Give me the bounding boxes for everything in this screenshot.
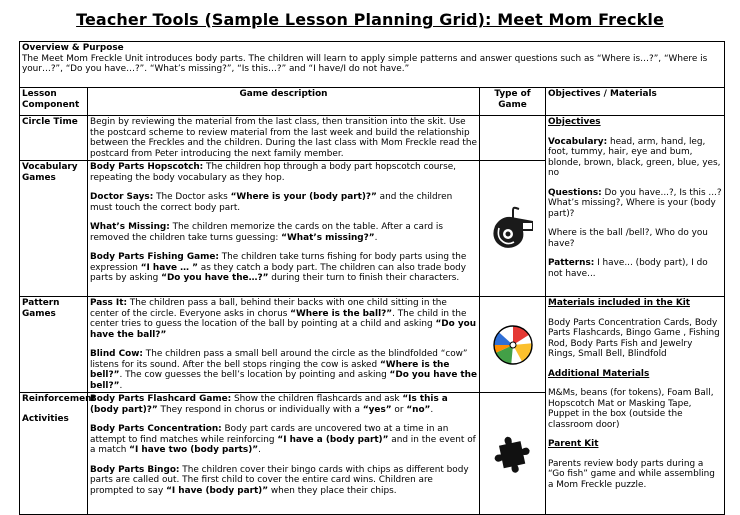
kit-materials-heading: Materials included in the Kit [548, 298, 690, 308]
concentration-text-mid: and in the event of a match [90, 434, 476, 455]
lesson-grid [19, 41, 725, 515]
pass-it-text-mid: . The child in the center tries to guess the location of the ball by pointing at a child and asking [90, 308, 467, 329]
circle-time-row [20, 116, 725, 161]
pattern-games-label: Pattern Games [20, 297, 88, 393]
blind-cow-text: The children pass a small bell around the circle as the blindfolded “cow” listens for its sound. After the bell stops ringing the cow is asked [90, 349, 468, 370]
puzzle-piece-icon [492, 433, 534, 475]
fishing-game-text: The children take turns fishing for body parts using the expression [90, 252, 467, 273]
blind-cow-question-2: “Do you have the bell?” [90, 370, 478, 391]
pass-it-text: The children pass a ball, behind their backs with one child sitting in the center of the circle. Everyone asks in chorus [90, 298, 447, 319]
vocabulary-title: Vocabulary: [548, 136, 608, 147]
blind-cow-title: Blind Cow: [90, 349, 143, 359]
bingo-end: when they place their chips. [268, 485, 397, 496]
bingo-phrase: “I have (body part)” [166, 485, 269, 496]
bingo-title: Body Parts Bingo: [90, 464, 180, 475]
vocabulary-text: head, arm, hand, leg, foot, tummy, hair, eye and bum, blonde, brown, black, green, blue, yes, no [548, 136, 721, 178]
pattern-games-type-cell [480, 297, 546, 393]
pattern-games-row [20, 297, 725, 393]
concentration-title: Body Parts Concentration: [90, 424, 222, 434]
blind-cow-question: “Where is the bell?” [90, 359, 450, 380]
objectives-heading: Objectives [548, 117, 601, 127]
vocabulary-games-type-cell [480, 161, 546, 297]
fishing-game-question: “Do you have the…?” [161, 273, 269, 283]
header-row [20, 88, 725, 116]
objectives-cell [546, 116, 725, 297]
pass-it-title: Pass It: [90, 298, 128, 308]
whats-missing-question: “What’s missing?” [281, 232, 375, 243]
reinforcement-label-line2: Activities [22, 413, 69, 424]
flashcard-yes: “yes” [362, 404, 392, 415]
whats-missing-text-end: . [374, 232, 378, 243]
reinforcement-label [20, 393, 96, 515]
concentration-text: Body part cards are uncovered two at a time in an attempt to find matches while reinforcing [90, 424, 449, 445]
reinforcement-type-cell [480, 393, 546, 515]
doctor-says-text: The Doctor asks [153, 192, 231, 202]
blind-cow-text-end: . [119, 380, 123, 391]
flashcard-game-text: Show the children flashcards and ask [231, 394, 403, 404]
title-suffix: : Meet Mom Freckle [485, 10, 664, 29]
patterns-text: I have... (body part), I do not have... [548, 258, 708, 279]
reinforcement-text [88, 393, 480, 515]
fishing-game-text-end: during their turn to finish their characters. [268, 273, 460, 283]
vocabulary-games-label: Vocabulary Games [20, 161, 88, 297]
circle-time-label: Circle Time [20, 116, 88, 161]
flashcard-game-question: “Is this a (body part)?” [90, 394, 448, 415]
title-prefix: Teacher Tools (Sample Lesson Planning Grid) [76, 10, 486, 29]
concentration-phrase-2: “I have two (body parts)” [129, 445, 259, 455]
doctor-says-title: Doctor Says: [90, 192, 154, 202]
pass-it-question: “Where is the ball?” [290, 308, 393, 319]
flashcard-game-title: Body Parts Flashcard Game: [90, 394, 232, 404]
overview-text: The Meet Mom Freckle Unit introduces body parts. The children will learn to apply simple patterns and answer questions such as “Where is…?”, “Where is your…?”, “Do you have…?”. “What’s missing?”, “Is this…?” and “I have/I do not have.” [22, 53, 708, 74]
flashcard-game-text-mid: They respond in chorus or individually with a [157, 404, 363, 415]
whats-missing-title: What’s Missing: [90, 222, 170, 232]
beach-ball-icon [491, 323, 535, 367]
kit-materials-text: Body Parts Concentration Cards, Body Parts Flashcards, Bingo Game , Fishing Rod, Body Parts Fish and Jewelry Rings, Small Bell, Blindfold [548, 317, 720, 359]
additional-materials-heading: Additional Materials [548, 368, 650, 379]
doctor-says-text-end: and the children must touch the correct body part. [90, 192, 453, 213]
header-component: Lesson Component [20, 88, 88, 116]
flashcard-end: . [430, 404, 434, 415]
hopscotch-title: Body Parts Hopscotch: [90, 162, 204, 172]
where-ball-text: Where is the ball /bell?, Who do you have? [548, 228, 708, 249]
header-description: Game description [88, 88, 480, 116]
fishing-game-phrase: “I have … ” [140, 262, 198, 273]
concentration-phrase: “I have a (body part)” [277, 434, 389, 445]
parent-kit-text: Parents review body parts during a “Go fish” game and while assembling a Mom Freckle puzzle. [548, 458, 715, 490]
parent-kit-heading: Parent Kit [548, 439, 599, 449]
blind-cow-text-mid: . The cow guesses the bell’s location by pointing and asking [119, 370, 390, 380]
doctor-says-question: “Where is your (body part)?” [230, 192, 377, 202]
reinforcement-label-line1: Reinforcement [22, 394, 96, 404]
flashcard-no: “no” [406, 404, 431, 415]
overview-row [20, 42, 725, 88]
whistle-icon [489, 206, 537, 252]
patterns-title: Patterns: [548, 258, 595, 268]
fishing-game-title: Body Parts Fishing Game: [90, 252, 219, 262]
page-title [0, 10, 740, 29]
pass-it-question-2: “Do you have the ball?” [90, 319, 477, 340]
circle-time-text: Begin by reviewing the material from the last class, then transition into the skit. Use the postcard scheme to review material from the last week and build the relationship between the Freckles and the children. During the last class with Mom Freckle read the postcard from Peter introducing the next family member. [88, 116, 480, 161]
pattern-games-text [88, 297, 480, 393]
flashcard-or: or [391, 404, 407, 415]
additional-materials-text: M&Ms, beans (for tokens), Foam Ball, Hopscotch Mat or Masking Tape, Puppet in the box (outside the classroom door) [548, 388, 714, 430]
circle-time-type-cell [480, 116, 546, 161]
concentration-end: . [258, 445, 261, 455]
header-type: Type of Game [480, 88, 546, 116]
materials-cell [546, 297, 725, 515]
overview-heading: Overview & Purpose [22, 43, 124, 53]
questions-text: Do you have...?, Is this ...? What’s missing?, Where is your (body part)? [548, 187, 722, 219]
overview-cell [20, 42, 725, 88]
fishing-game-text-mid: as they catch a body part. The children can also trade body parts by asking [90, 262, 467, 283]
bingo-text: The children cover their bingo cards with chips as different body parts are called out. The first child to cover the entire card wins. Children are prompted to say [90, 464, 469, 496]
header-objectives: Objectives / Materials [546, 88, 725, 116]
vocabulary-games-text [88, 161, 480, 297]
hopscotch-text: The children hop through a body part hopscotch course, repeating the body vocabulary as they hop. [90, 162, 456, 183]
whats-missing-text: The children memorize the cards on the table. After a card is removed the children take turns guessing: [90, 222, 444, 243]
questions-title: Questions: [548, 187, 602, 198]
